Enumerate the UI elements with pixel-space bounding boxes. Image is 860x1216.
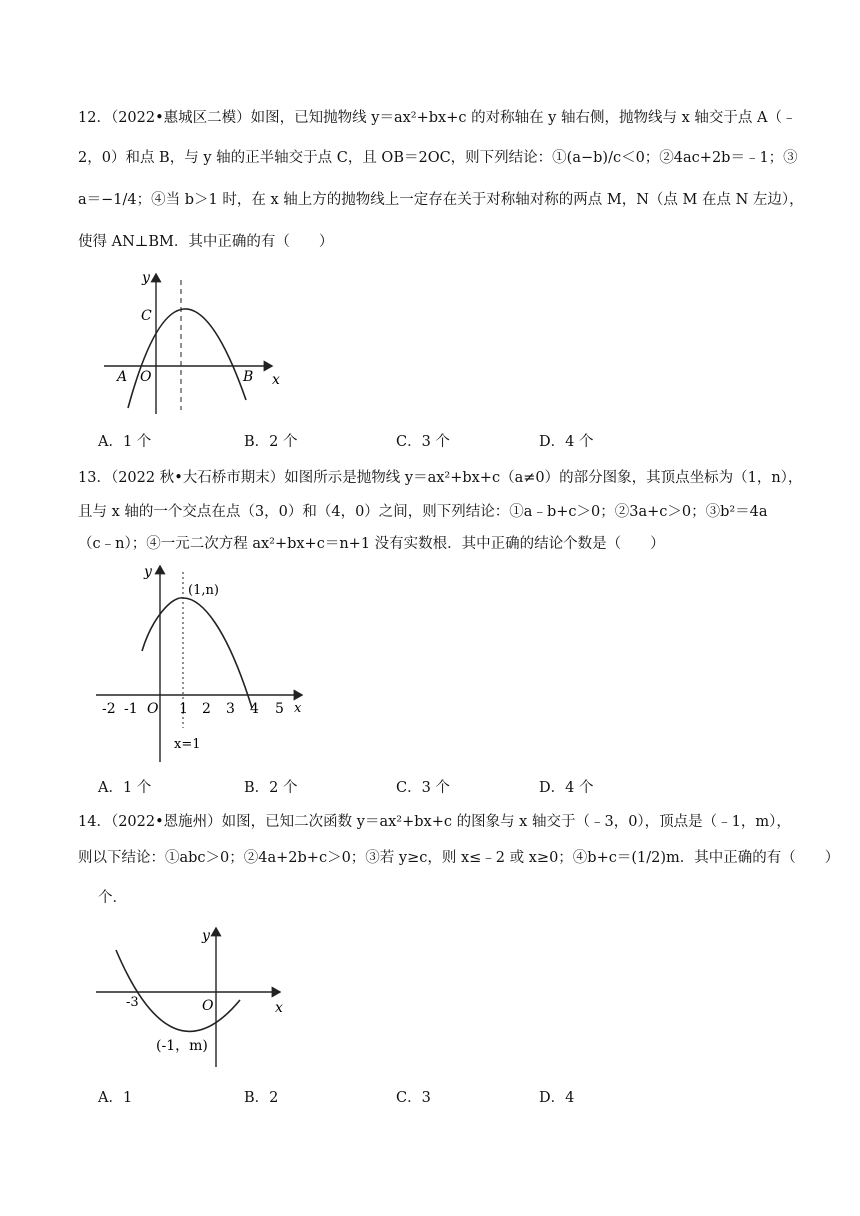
tick-label-neg-1: -1	[124, 701, 138, 717]
option-d[interactable]: D．4 个	[539, 434, 594, 450]
question-12-options	[98, 430, 798, 450]
parabola-curve	[142, 598, 252, 708]
root-label: -3	[126, 995, 139, 1010]
option-a[interactable]: A．1	[98, 1090, 133, 1106]
question-12-line-3: a＝−1/4；④当 b＞1 时，在 x 轴上方的抛物线上一定存在关于对称轴对称的两点 M，N（点 M 在点 N 左边），	[78, 192, 804, 208]
tick-label-3: 3	[226, 701, 235, 717]
tick-label-5: 5	[275, 701, 284, 717]
y-axis-label: y	[144, 564, 152, 580]
option-c[interactable]: C．3 个	[396, 780, 450, 796]
x-axis-label: x	[294, 701, 302, 716]
option-a[interactable]: A．1 个	[98, 434, 152, 450]
question-13-line-3: （c﹣n）；④一元二次方程 ax²+bx+c＝n+1 没有实数根．其中正确的结论个数是（ ）	[78, 536, 665, 552]
question-14-figure	[92, 922, 292, 1072]
x-axis-label: x	[272, 372, 280, 388]
question-14-line-3: 个．	[98, 890, 127, 906]
vertex-label: (1,n)	[188, 583, 219, 598]
question-12-line-2: 2，0）和点 B，与 y 轴的正半轴交于点 C，且 OB＝2OC，则下列结论：①(a−b)/c＜0；②4ac+2b＝﹣1；③	[78, 150, 798, 166]
question-14-line-1: 14．（2022•恩施州）如图，已知二次函数 y＝ax²+bx+c 的图象与 x 轴交于（﹣3，0），顶点是（﹣1，m），	[78, 814, 791, 830]
point-b-label: B	[243, 369, 254, 385]
parabola-curve	[116, 950, 240, 1031]
question-13-figure	[92, 558, 318, 764]
point-a-label: A	[117, 369, 128, 385]
y-axis-label: y	[202, 928, 210, 944]
question-13-options	[98, 776, 798, 796]
x-axis-label: x	[275, 1000, 283, 1016]
question-12-figure	[96, 262, 286, 420]
question-14-options	[98, 1086, 798, 1106]
option-d[interactable]: D．4	[539, 1090, 575, 1106]
option-b[interactable]: B．2 个	[244, 434, 298, 450]
origin-label: O	[202, 998, 214, 1014]
tick-label-1: 1	[179, 701, 188, 717]
option-c[interactable]: C．3 个	[396, 434, 450, 450]
question-12-line-4: 使得 AN⊥BM．其中正确的有（ ）	[78, 234, 334, 250]
origin-label: O	[140, 369, 152, 385]
option-a[interactable]: A．1 个	[98, 780, 152, 796]
question-12-line-1: 12．（2022•惠城区二模）如图，已知抛物线 y＝ax²+bx+c 的对称轴在 y 轴右侧，抛物线与 x 轴交于点 A（﹣	[78, 110, 797, 126]
option-d[interactable]: D．4 个	[539, 780, 594, 796]
tick-label-neg-2: -2	[102, 701, 116, 717]
symmetry-axis-label: x=1	[174, 737, 201, 752]
question-13-line-1: 13．（2022 秋•大石桥市期末）如图所示是抛物线 y＝ax²+bx+c（a≠0）的部分图象，其顶点坐标为（1，n），	[78, 470, 803, 486]
option-c[interactable]: C．3	[396, 1090, 431, 1106]
origin-label: O	[147, 701, 159, 717]
point-c-label: C	[141, 308, 152, 324]
tick-label-4: 4	[250, 701, 259, 717]
option-b[interactable]: B．2	[244, 1090, 279, 1106]
tick-label-2: 2	[202, 701, 211, 717]
question-14-line-2: 则以下结论：①abc＞0；②4a+2b+c＞0；③若 y≥c，则 x≤﹣2 或 x≥0；④b+c＝(1/2)m．其中正确的有（ ）	[78, 850, 840, 866]
question-13-line-2: 且与 x 轴的一个交点在点（3，0）和（4，0）之间，则下列结论：①a﹣b+c＞0；②3a+c＞0；③b²＝4a	[78, 504, 768, 520]
option-b[interactable]: B．2 个	[244, 780, 298, 796]
y-axis-label: y	[142, 270, 150, 286]
vertex-label: (-1，m)	[156, 1038, 208, 1054]
